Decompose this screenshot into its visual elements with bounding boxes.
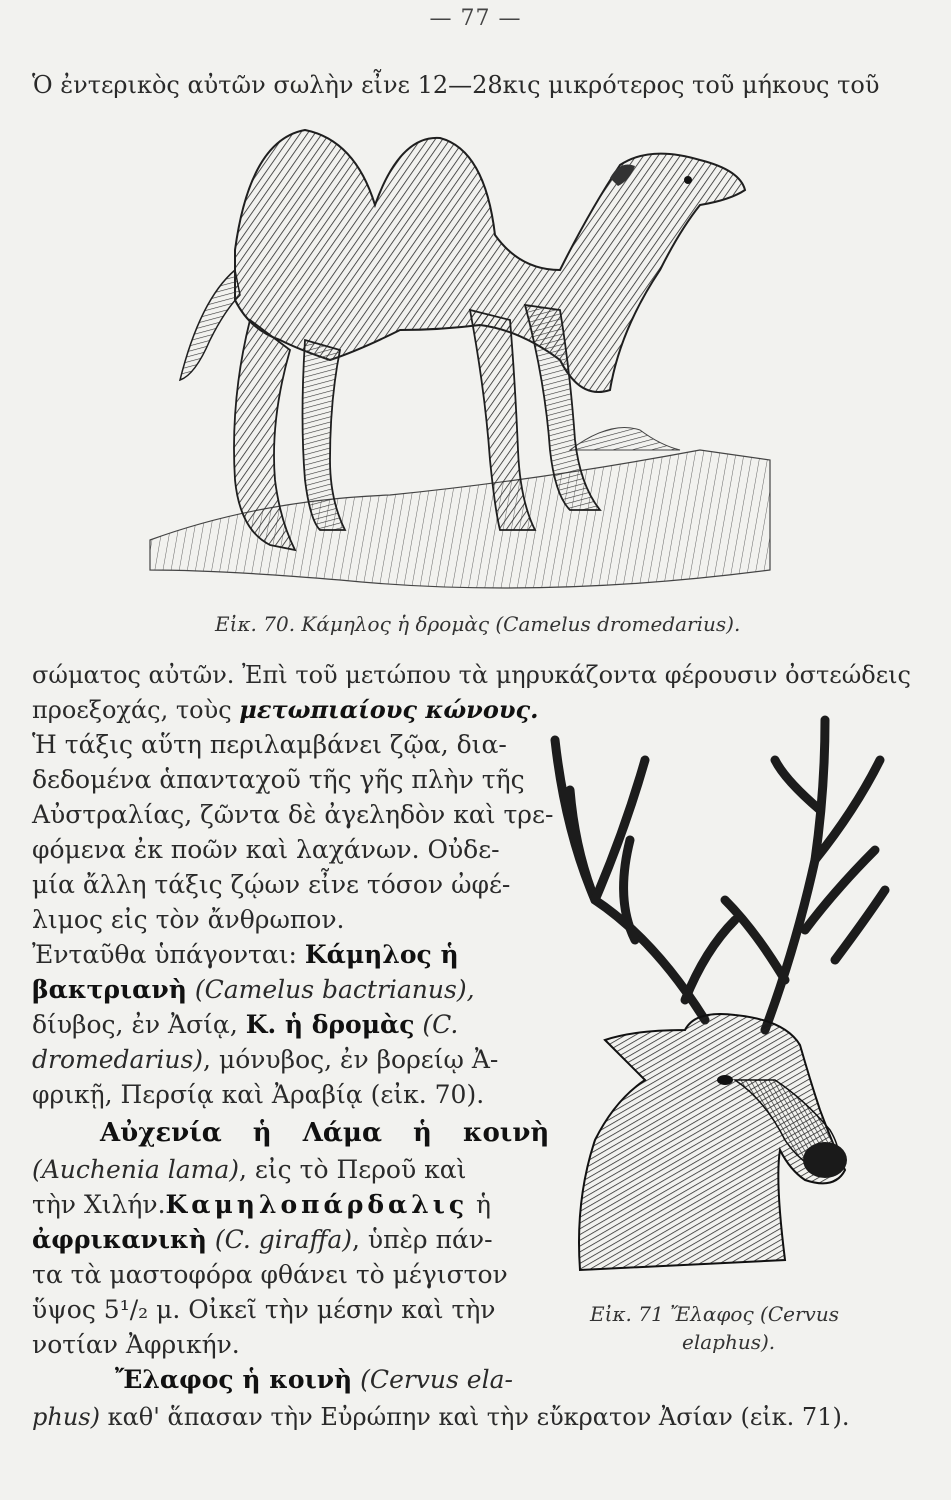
text-line-11: βακτριανὴ (Camelus bactrianus), — [32, 975, 475, 1004]
text-line-6: Αὐστραλίας, ζῶντα δὲ ἀγεληδὸν καὶ τρε- — [32, 800, 554, 829]
text-line-2: σώματος αὐτῶν. Ἐπὶ τοῦ μετώπου τὰ μηρυκάζοντα φέρουσιν ὀστεώδεις — [32, 661, 911, 689]
text-line-16: (Auchenia lama), εἰς τὸ Περοῦ καὶ — [32, 1155, 467, 1184]
term-metopiaioi-konoi: μετωπιαίους κώνους. — [239, 695, 539, 724]
deer-head-illustration — [535, 700, 915, 1300]
figure-71-caption-line2: elaphus). — [682, 1330, 776, 1354]
figure-70-caption: Εἰκ. 70. Κάμηλος ἡ δρομὰς (Camelus dromedarius). — [215, 612, 741, 636]
text-line-9: λιμος εἰς τὸν ἄνθρωπον. — [32, 905, 345, 934]
text-line-15: Αὐχενία ἡ Λάμα ἡ κοινὴ — [100, 1118, 550, 1148]
camel-illustration — [140, 100, 780, 600]
text-line-17: τὴν Χιλήν.Καμηλοπάρδαλις ἡ — [32, 1190, 492, 1219]
text-line-1: Ὁ ἐντερικὸς αὐτῶν σωλὴν εἶνε 12—28κις μικρότερος τοῦ μήκους τοῦ — [32, 71, 880, 99]
text-line-20: ὕψος 5¹/₂ μ. Οἰκεῖ τὴν μέσην καὶ τὴν — [32, 1295, 496, 1324]
page-number: — 77 — — [429, 6, 522, 31]
text-line-14: φρικῇ, Περσίᾳ καὶ Ἀραβίᾳ (εἰκ. 70). — [32, 1080, 485, 1109]
text-line-13: dromedarius), μόνυβος, ἐν βορείῳ Ἀ- — [32, 1045, 499, 1074]
text-line-23: phus) καθ' ἅπασαν τὴν Εὐρώπην καὶ τὴν εὔκρατον Ἀσίαν (εἰκ. 71). — [32, 1403, 850, 1431]
text-line-18: ἀφρικανικὴ (C. giraffa), ὑπὲρ πάν- — [32, 1225, 493, 1254]
text-line-22: Ἔλαφος ἡ κοινὴ (Cervus ela- — [115, 1365, 513, 1394]
text-line-19: τα τὰ μαστοφόρα φθάνει τὸ μέγιστον — [32, 1260, 508, 1289]
text-line-10: Ἐνταῦθα ὑπάγονται: Κάμηλος ἡ — [32, 940, 459, 969]
text-line-8: μία ἄλλη τάξις ζῴων εἶνε τόσον ὠφέ- — [32, 870, 511, 899]
text-line-4: Ἡ τάξις αὕτη περιλαμβάνει ζῷα, δια- — [32, 730, 507, 759]
text-line-12: δίυβος, ἐν Ἀσίᾳ, Κ. ἡ δρομὰς (C. — [32, 1010, 459, 1039]
text-line-7: φόμενα ἐκ ποῶν καὶ λαχάνων. Οὐδε- — [32, 835, 500, 864]
figure-71-caption-line1: Εἰκ. 71 Ἔλαφος (Cervus — [590, 1302, 839, 1326]
text-line-21: νοτίαν Ἀφρικήν. — [32, 1330, 240, 1359]
text-line-3: προεξοχάς, τοὺς μετωπιαίους κώνους. — [32, 695, 539, 724]
text-line-5: δεδομένα ἁπανταχοῦ τῆς γῆς πλὴν τῆς — [32, 765, 525, 794]
